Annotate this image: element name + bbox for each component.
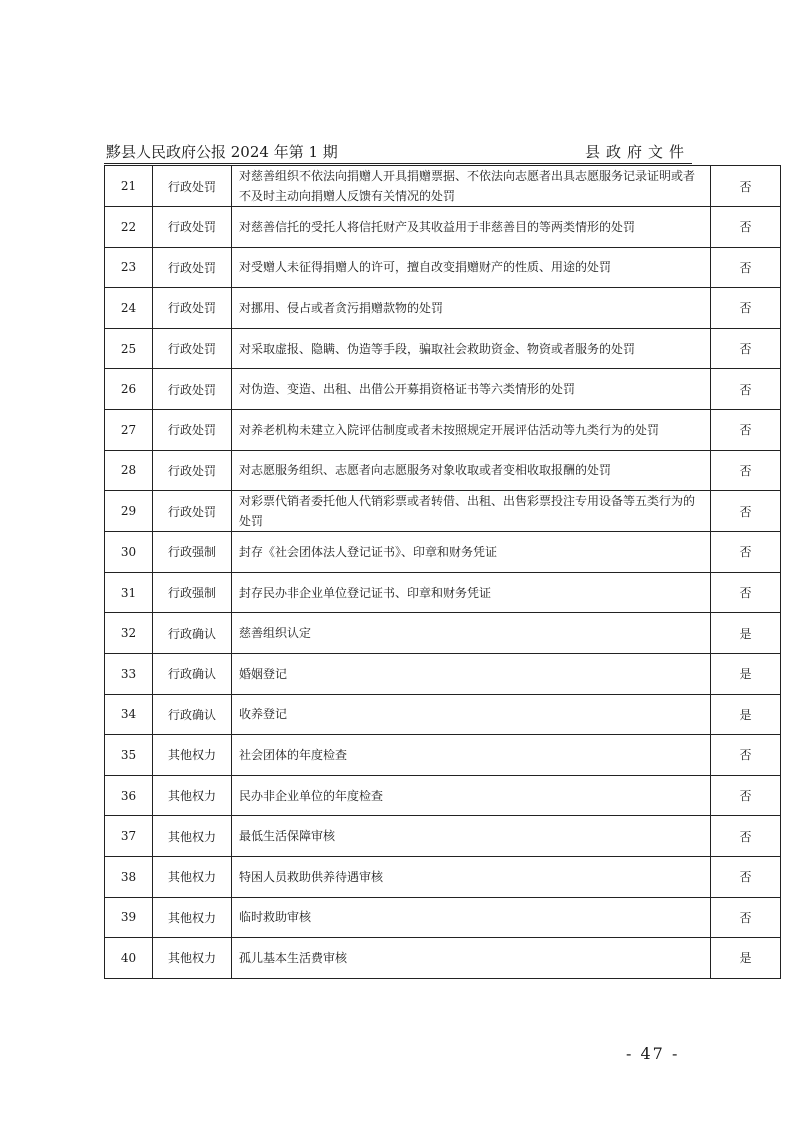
- power-item-cell: 对养老机构未建立入院评估制度或者未按照规定开展评估活动等九类行为的处罚: [232, 409, 711, 450]
- row-number-cell: 23: [105, 247, 153, 288]
- table-row: [105, 816, 781, 857]
- power-item-cell: 对采取虚报、隐瞒、伪造等手段，骗取社会救助资金、物资或者服务的处罚: [232, 328, 711, 369]
- flag-cell: 否: [711, 491, 781, 532]
- power-item-cell: 对挪用、侵占或者贪污捐赠款物的处罚: [232, 288, 711, 329]
- power-type-cell: 行政确认: [153, 653, 232, 694]
- power-item-cell: 封存民办非企业单位登记证书、印章和财务凭证: [232, 572, 711, 613]
- row-number-cell: 34: [105, 694, 153, 735]
- power-type-cell: 行政处罚: [153, 491, 232, 532]
- section-title: 县政府文件: [584, 143, 690, 161]
- row-number-cell: 22: [105, 207, 153, 248]
- flag-cell: 是: [711, 613, 781, 654]
- flag-cell: 否: [711, 207, 781, 248]
- table-row: [105, 369, 781, 410]
- row-number-cell: 37: [105, 816, 153, 857]
- table-row: [105, 897, 781, 938]
- table-row: [105, 288, 781, 329]
- power-item-cell: 特困人员救助供养待遇审核: [232, 856, 711, 897]
- flag-cell: 否: [711, 532, 781, 573]
- row-number-cell: 27: [105, 409, 153, 450]
- power-item-cell: 对伪造、变造、出租、出借公开募捐资格证书等六类情形的处罚: [232, 369, 711, 410]
- flag-cell: 是: [711, 938, 781, 979]
- flag-cell: 否: [711, 816, 781, 857]
- power-type-cell: 其他权力: [153, 938, 232, 979]
- power-item-cell: 临时救助审核: [232, 897, 711, 938]
- power-type-cell: 行政处罚: [153, 409, 232, 450]
- table-row: [105, 856, 781, 897]
- table-row: [105, 409, 781, 450]
- row-number-cell: 36: [105, 775, 153, 816]
- flag-cell: 是: [711, 653, 781, 694]
- flag-cell: 否: [711, 409, 781, 450]
- power-item-cell: 对彩票代销者委托他人代销彩票或者转借、出租、出售彩票投注专用设备等五类行为的处罚: [232, 491, 711, 532]
- table-row: [105, 450, 781, 491]
- table-row: [105, 572, 781, 613]
- row-number-cell: 30: [105, 532, 153, 573]
- table-row: [105, 491, 781, 532]
- power-type-cell: 其他权力: [153, 856, 232, 897]
- power-type-cell: 行政处罚: [153, 207, 232, 248]
- flag-cell: 否: [711, 897, 781, 938]
- power-type-cell: 行政确认: [153, 613, 232, 654]
- table-row: [105, 166, 781, 207]
- table-row: [105, 247, 781, 288]
- table-row: [105, 207, 781, 248]
- flag-cell: 是: [711, 694, 781, 735]
- row-number-cell: 32: [105, 613, 153, 654]
- row-number-cell: 35: [105, 735, 153, 776]
- flag-cell: 否: [711, 775, 781, 816]
- power-type-cell: 其他权力: [153, 897, 232, 938]
- power-item-cell: 对慈善信托的受托人将信托财产及其收益用于非慈善目的等两类情形的处罚: [232, 207, 711, 248]
- power-item-cell: 对受赠人未征得捐赠人的许可，擅自改变捐赠财产的性质、用途的处罚: [232, 247, 711, 288]
- power-item-cell: 对志愿服务组织、志愿者向志愿服务对象收取或者变相收取报酬的处罚: [232, 450, 711, 491]
- flag-cell: 否: [711, 247, 781, 288]
- row-number-cell: 40: [105, 938, 153, 979]
- power-type-cell: 行政强制: [153, 532, 232, 573]
- row-number-cell: 33: [105, 653, 153, 694]
- power-item-cell: 慈善组织认定: [232, 613, 711, 654]
- power-list-table: [104, 165, 781, 979]
- flag-cell: 否: [711, 735, 781, 776]
- flag-cell: 否: [711, 369, 781, 410]
- table-row: [105, 938, 781, 979]
- power-item-cell: 封存《社会团体法人登记证书》、印章和财务凭证: [232, 532, 711, 573]
- power-item-cell: 婚姻登记: [232, 653, 711, 694]
- row-number-cell: 29: [105, 491, 153, 532]
- row-number-cell: 28: [105, 450, 153, 491]
- flag-cell: 否: [711, 856, 781, 897]
- power-type-cell: 行政处罚: [153, 328, 232, 369]
- flag-cell: 否: [711, 450, 781, 491]
- power-item-cell: 民办非企业单位的年度检查: [232, 775, 711, 816]
- table-row: [105, 653, 781, 694]
- flag-cell: 否: [711, 166, 781, 207]
- flag-cell: 否: [711, 572, 781, 613]
- flag-cell: 否: [711, 288, 781, 329]
- table-row: [105, 328, 781, 369]
- row-number-cell: 39: [105, 897, 153, 938]
- power-item-cell: 社会团体的年度检查: [232, 735, 711, 776]
- row-number-cell: 24: [105, 288, 153, 329]
- table-row: [105, 613, 781, 654]
- power-type-cell: 行政处罚: [153, 166, 232, 207]
- power-type-cell: 行政处罚: [153, 450, 232, 491]
- table-row: [105, 735, 781, 776]
- row-number-cell: 31: [105, 572, 153, 613]
- page-number: - 47 -: [626, 1044, 680, 1063]
- power-item-cell: 最低生活保障审核: [232, 816, 711, 857]
- flag-cell: 否: [711, 328, 781, 369]
- bulletin-title: 黟县人民政府公报 2024 年第 1 期: [106, 143, 338, 161]
- power-type-cell: 行政处罚: [153, 288, 232, 329]
- power-item-cell: 对慈善组织不依法向捐赠人开具捐赠票据、不依法向志愿者出具志愿服务记录证明或者不及时主动向捐赠人反馈有关情况的处罚: [232, 166, 711, 207]
- power-type-cell: 行政强制: [153, 572, 232, 613]
- table-row: [105, 532, 781, 573]
- power-type-cell: 行政处罚: [153, 247, 232, 288]
- row-number-cell: 21: [105, 166, 153, 207]
- row-number-cell: 25: [105, 328, 153, 369]
- power-item-cell: 孤儿基本生活费审核: [232, 938, 711, 979]
- power-type-cell: 其他权力: [153, 735, 232, 776]
- row-number-cell: 38: [105, 856, 153, 897]
- header-divider: [104, 163, 692, 164]
- power-type-cell: 其他权力: [153, 775, 232, 816]
- power-type-cell: 行政处罚: [153, 369, 232, 410]
- power-item-cell: 收养登记: [232, 694, 711, 735]
- table-row: [105, 694, 781, 735]
- table-row: [105, 775, 781, 816]
- power-type-cell: 行政确认: [153, 694, 232, 735]
- page-header: [106, 141, 690, 163]
- power-type-cell: 其他权力: [153, 816, 232, 857]
- row-number-cell: 26: [105, 369, 153, 410]
